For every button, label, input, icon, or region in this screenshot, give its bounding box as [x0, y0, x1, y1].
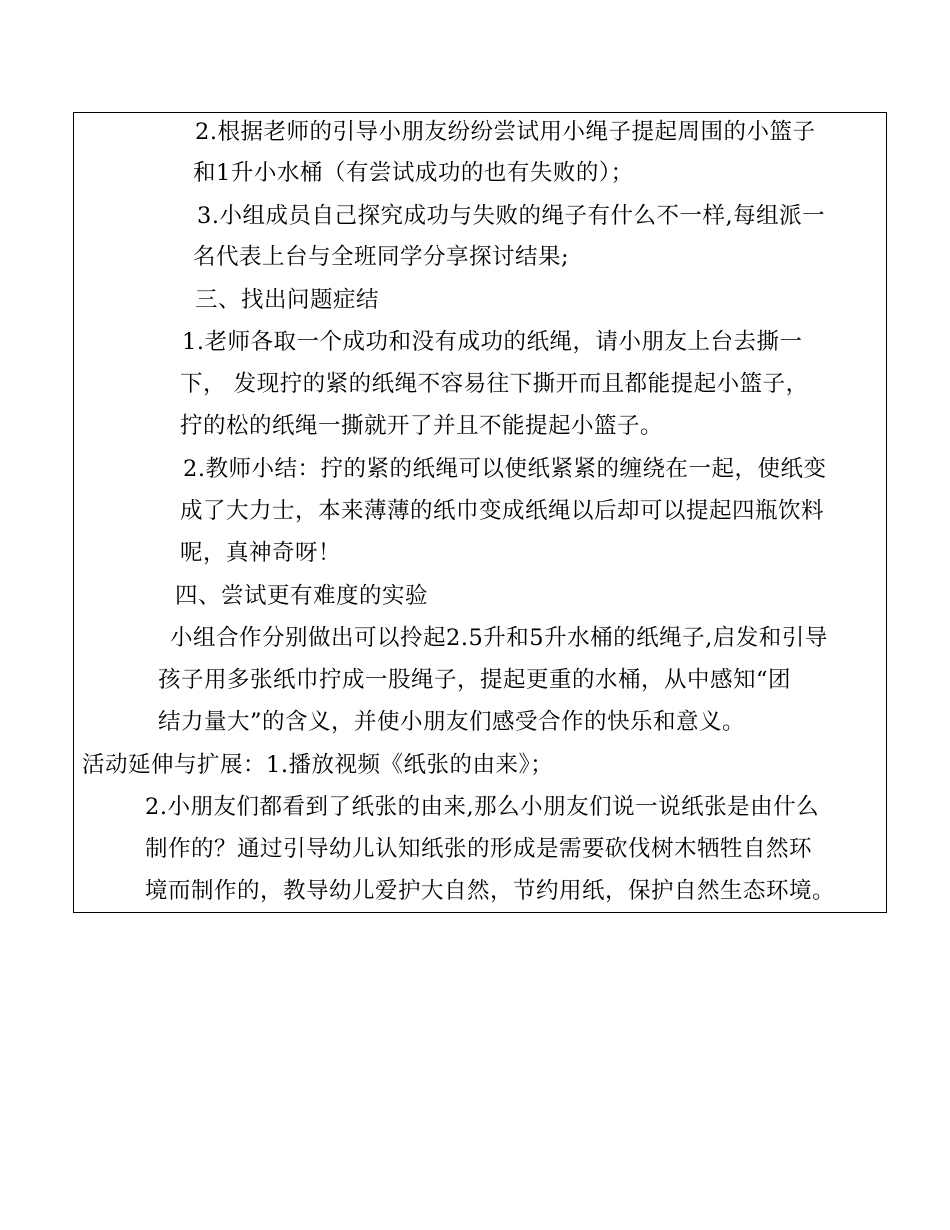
section-four-line-2: 孩子用多张纸巾拧成一股绳子，提起更重的水桶，从中感知“团 [158, 667, 792, 693]
extension-item-2-line-1: 2.小朋友们都看到了纸张的由来,那么小朋友们说一说纸张是由什么 [145, 794, 820, 820]
extension-label-line: 活动延伸与扩展：1.播放视频《纸张的由来》； [82, 752, 554, 778]
step-3-line-2: 名代表上台与全班同学分享探讨结果; [193, 244, 570, 270]
step-3-line-1: 3.小组成员自己探究成功与失败的绳子有什么不一样,每组派一 [197, 203, 826, 229]
section-three-item-1-line-2: 下， 发现拧的紧的纸绳不容易往下撕开而且都能提起小篮子， [180, 371, 809, 397]
section-three-heading: 三、找出问题症结 [195, 287, 380, 313]
section-four-heading: 四、尝试更有难度的实验 [175, 583, 429, 609]
step-2-line-1: 2.根据老师的引导小朋友纷纷尝试用小绳子提起周围的小篮子 [195, 119, 816, 145]
section-four-line-1: 小组合作分别做出可以拎起2.5升和5升水桶的纸绳子,启发和引导 [170, 625, 828, 651]
section-four-line-3: 结力量大”的含义，并使小朋友们感受合作的快乐和意义。 [158, 709, 746, 735]
section-three-item-1-line-1: 1.老师各取一个成功和没有成功的纸绳，请小朋友上台去撕一 [182, 329, 803, 355]
extension-item-2-line-2: 制作的？通过引导幼儿认知纸张的形成是需要砍伐树木牺牲自然环 [145, 836, 813, 862]
step-2-line-2: 和1升小水桶（有尝试成功的也有失败的）； [193, 160, 634, 186]
extension-item-2-line-3: 境而制作的，教导幼儿爱护大自然，节约用纸，保护自然生态环境。 [145, 878, 836, 904]
section-three-item-1-line-3: 拧的松的纸绳一撕就开了并且不能提起小篮子。 [180, 413, 664, 439]
section-three-item-2-line-1: 2.教师小结：拧的紧的纸绳可以使纸紧紧的缠绕在一起，使纸变 [183, 456, 827, 482]
section-three-item-2-line-3: 呢，真神奇呀！ [180, 540, 342, 566]
section-three-item-2-line-2: 成了大力士，本来薄薄的纸巾变成纸绳以后却可以提起四瓶饮料 [180, 498, 825, 524]
